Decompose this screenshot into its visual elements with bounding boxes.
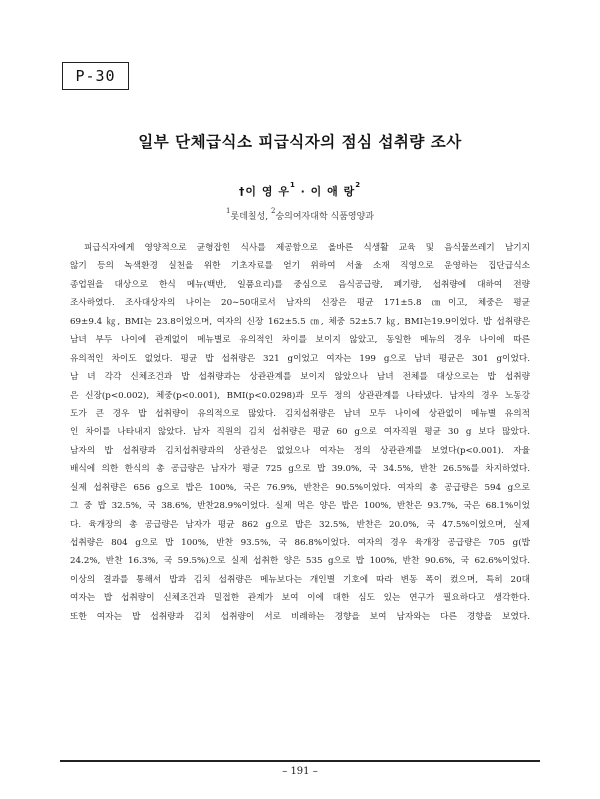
paper-title: 일부 단체급식소 피급식자의 점심 섭취량 조사: [138, 133, 462, 151]
poster-number-badge: P-30: [62, 62, 129, 90]
abstract-line: 24.2%, 반찬 16.3%, 국 59.5%)으로 실제 섭취한 양은 535 g으로 밥 100%, 반찬 90.6%, 국 62.6%이었다.: [70, 556, 530, 567]
abstract-line: 실제 섭취량은 656 g으로 밥은 100%, 국은 76.9%, 반찬은 90.5%이었다. 여자의 총 공급량은 594 g으로: [70, 482, 530, 493]
abstract-line: 이상의 결과를 통해서 밥과 김치 섭취량은 메뉴보다는 개인별 기호에 따라 변동 폭이 컸으며, 특히 20대: [70, 574, 530, 585]
abstract-line: 남 녀 각각 신체조건과 밥 섭취량과는 상관관계를 보이지 않았으나 남녀 전체를 대상으로는 밥 섭취량: [70, 372, 530, 383]
affiliation-org: 롯데칠성,: [230, 212, 271, 222]
abstract-line: 도가 큰 경우 밥 섭취량이 유의적으로 많았다. 김치섭취량은 남녀 모두 나이에 상관없이 메뉴별 유의적: [70, 408, 530, 419]
corresponding-author-mark: †: [238, 185, 246, 198]
abstract-line: 섭취량은 804 g으로 밥 100%, 반찬 93.5%, 국 86.8%이었다. 여자의 경우 육개장 공급량은 705 g(밥: [70, 538, 530, 548]
affiliation-marker: 1: [289, 181, 296, 189]
author-separator: ·: [295, 185, 311, 198]
author-line: [0, 183, 600, 199]
abstract-line: 69±9.4 ㎏, BMI는 23.8이었으며, 여자의 신장 162±5.5 ㎝, 체중 52±5.7 ㎏, BMI는19.9이었다. 밥 섭취량은: [70, 316, 530, 327]
abstract-line: 또한 여자는 밥 섭취량과 김치 섭취량이 서로 비례하는 경향을 보여 남자와는 다른 경향을 보였다.: [70, 611, 530, 622]
affiliation-org: 숭의여자대학 식품영양과: [275, 212, 374, 222]
abstract-line: 은 신장(p<0.002), 체중(p<0.001), BMI(p<0.0298)과 모두 정의 상관관계를 나타냈다. 남자의 경우 노동강: [70, 390, 530, 401]
abstract-line: 남자의 밥 섭취량과 김치섭취량과의 상관성은 없었으나 여자는 정의 상관관계를 보였다(p<0.001). 자율: [70, 445, 530, 456]
abstract-line: 종업원을 대상으로 한식 메뉴(백반, 일품요리)를 중심으로 음식공급량, 폐기량, 섭취량에 대하여 전량: [70, 279, 530, 290]
abstract-line: 배식에 의한 한식의 총 공급량은 남자가 평균 725 g으로 밥 39.0%, 국 34.5%, 반찬 26.5%를 차지하였다.: [70, 464, 530, 475]
abstract-body: [70, 239, 530, 626]
abstract-line: 않기 등의 녹색환경 실천을 위한 기초자료를 얻기 위하여 서울 소재 직영으로 운영하는 집단급식소: [70, 261, 530, 272]
author-name: 이 영 우: [245, 185, 290, 198]
affiliation-line: [0, 209, 600, 222]
abstract-line: 여자는 밥 섭취량이 신체조건과 밀접한 관계가 보여 이에 대한 심도 있는 연구가 필요하다고 생각한다.: [70, 593, 530, 604]
abstract-line: 조사하였다. 조사대상자의 나이는 20∼50대로서 남자의 신장은 평균 171±5.8 ㎝이고, 체중은 평균: [70, 298, 530, 309]
abstract-line: 다. 육개장의 총 공급량은 남자가 평균 862 g으로 밥은 32.5%, 반찬은 20.0%, 국 47.5%이었으며, 실제: [70, 519, 530, 530]
abstract-line: 남녀 부두 나이에 관계없이 메뉴별로 유의적인 차이를 보이지 않았고, 동일한 메뉴의 경우 나이에 따른: [70, 335, 530, 346]
abstract-line: 인 차이를 나타내지 않았다. 남자 직원의 김치 섭취량은 평균 60 g으로 여자직원 평균 30 g 보다 많았다.: [70, 427, 530, 438]
affiliation-marker: 2: [355, 181, 362, 189]
abstract-line: 피급식자에게 영양적으로 균형잡힌 식사를 제공함으로 올바른 식생활 교육 및 음식물쓰레기 남기지: [84, 243, 530, 253]
page-number: – 191 –: [282, 766, 318, 777]
affiliation-marker: 2: [271, 207, 276, 215]
footer-rule: [60, 760, 540, 762]
affiliation-marker: 1: [226, 207, 231, 215]
abstract-line: 그 중 밥 32.5%, 국 38.6%, 반찬28.9%이었다. 실제 먹은 양은 밥은 100%, 반찬은 93.7%, 국은 68.1%이었: [70, 501, 530, 512]
abstract-line: 유의적인 차이도 없었다. 평균 밥 섭취량은 321 g이었고 여자는 199 g으로 남녀 평균은 301 g이었다.: [70, 353, 530, 364]
author-name: 이 애 랑: [310, 185, 356, 198]
